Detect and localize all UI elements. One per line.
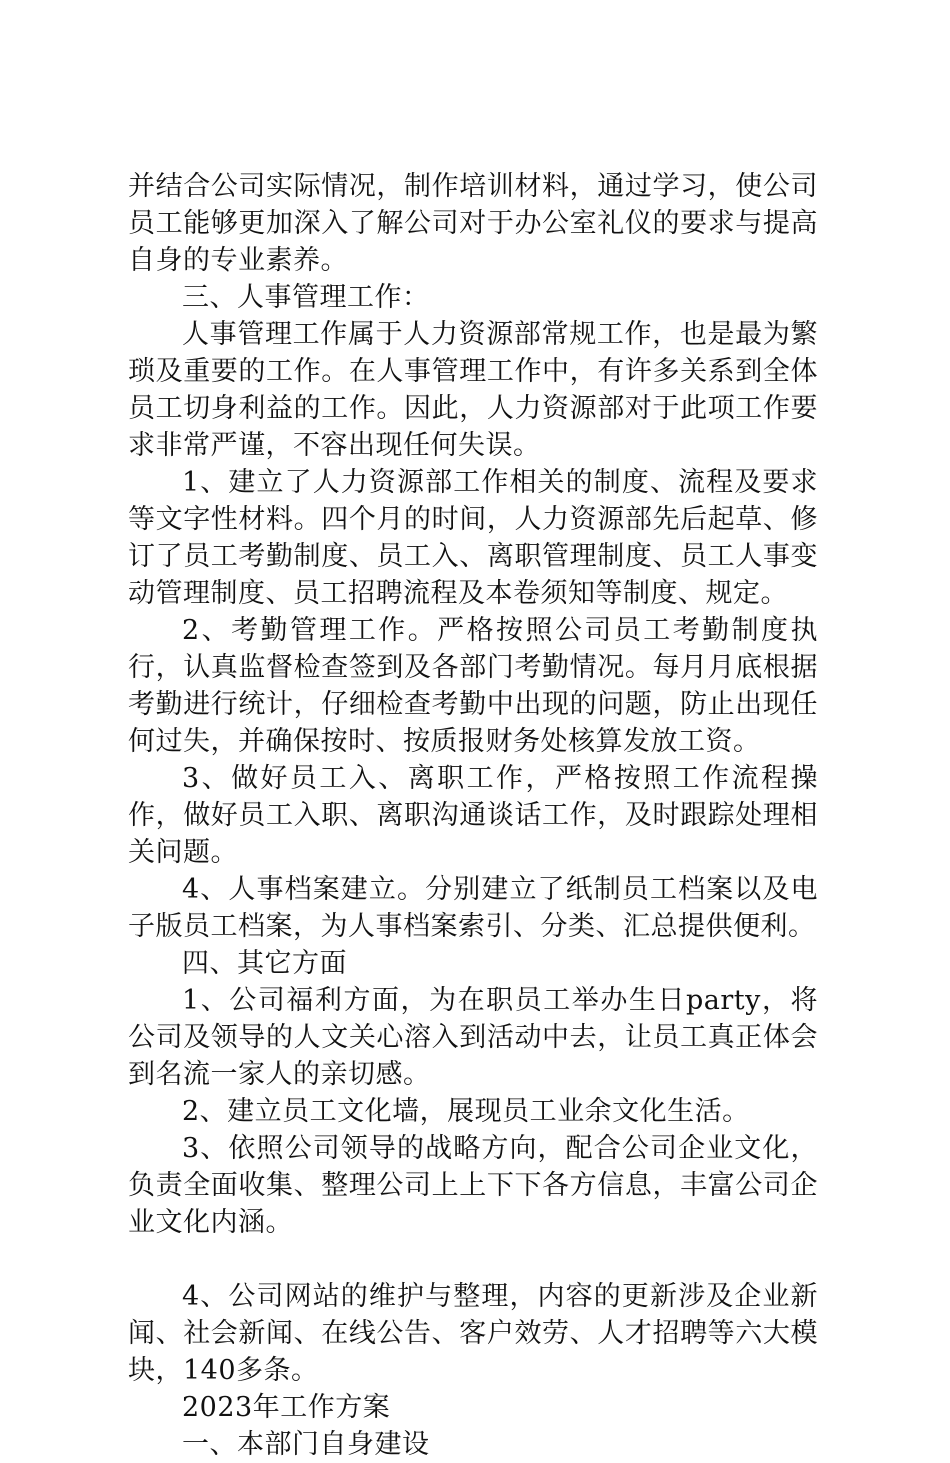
list-item-hr-2: 2、考勤管理工作。严格按照公司员工考勤制度执行，认真监督检查签到及各部门考勤情况。每月月底根据考勤进行统计，仔细检查考勤中出现的问题，防止出现任何过失，并确保按时、按质报财务处核算发放工资。 [128,615,818,757]
list-item-hr-4: 4、人事档案建立。分别建立了纸制员工档案以及电子版员工档案，为人事档案索引、分类、汇总提供便利。 [128,874,818,942]
document-body [128,168,818,1463]
paragraph-training-continuation: 并结合公司实际情况，制作培训材料，通过学习，使公司员工能够更加深入了解公司对于办公室礼仪的要求与提高自身的专业素养。 [128,171,818,276]
list-item-other-3: 3、依照公司领导的战略方向，配合公司企业文化，负责全面收集、整理公司上上下下各方信息，丰富公司企业文化内涵。 [128,1133,818,1238]
list-item-other-1: 1、公司福利方面，为在职员工举办生日party，将公司及领导的人文关心溶入到活动中去，让员工真正体会到名流一家人的亲切感。 [128,985,818,1090]
section-heading-self-building: 一、本部门自身建设 [182,1429,430,1460]
paragraph-hr-management-intro: 人事管理工作属于人力资源部常规工作，也是最为繁琐及重要的工作。在人事管理工作中，有许多关系到全体员工切身利益的工作。因此，人力资源部对于此项工作要求非常严谨，不容出现任何失误。 [128,319,818,461]
list-item-other-2: 2、建立员工文化墙，展现员工业余文化生活。 [182,1096,750,1127]
list-item-hr-1: 1、建立了人力资源部工作相关的制度、流程及要求等文字性材料。四个月的时间，人力资源部先后起草、修订了员工考勤制度、员工入、离职管理制度、员工人事变动管理制度、员工招聘流程及本卷须知等制度、规定。 [128,467,818,609]
section-heading-work-plan: 2023年工作方案 [182,1392,391,1423]
section-heading-other: 四、其它方面 [182,948,347,979]
list-item-other-4: 4、公司网站的维护与整理，内容的更新涉及企业新闻、社会新闻、在线公告、客户效劳、人才招聘等六大模块，140多条。 [128,1281,818,1386]
section-heading-hr-management: 三、人事管理工作： [182,282,430,313]
list-item-hr-3: 3、做好员工入、离职工作，严格按照工作流程操作，做好员工入职、离职沟通谈话工作，及时跟踪处理相关问题。 [128,763,818,868]
